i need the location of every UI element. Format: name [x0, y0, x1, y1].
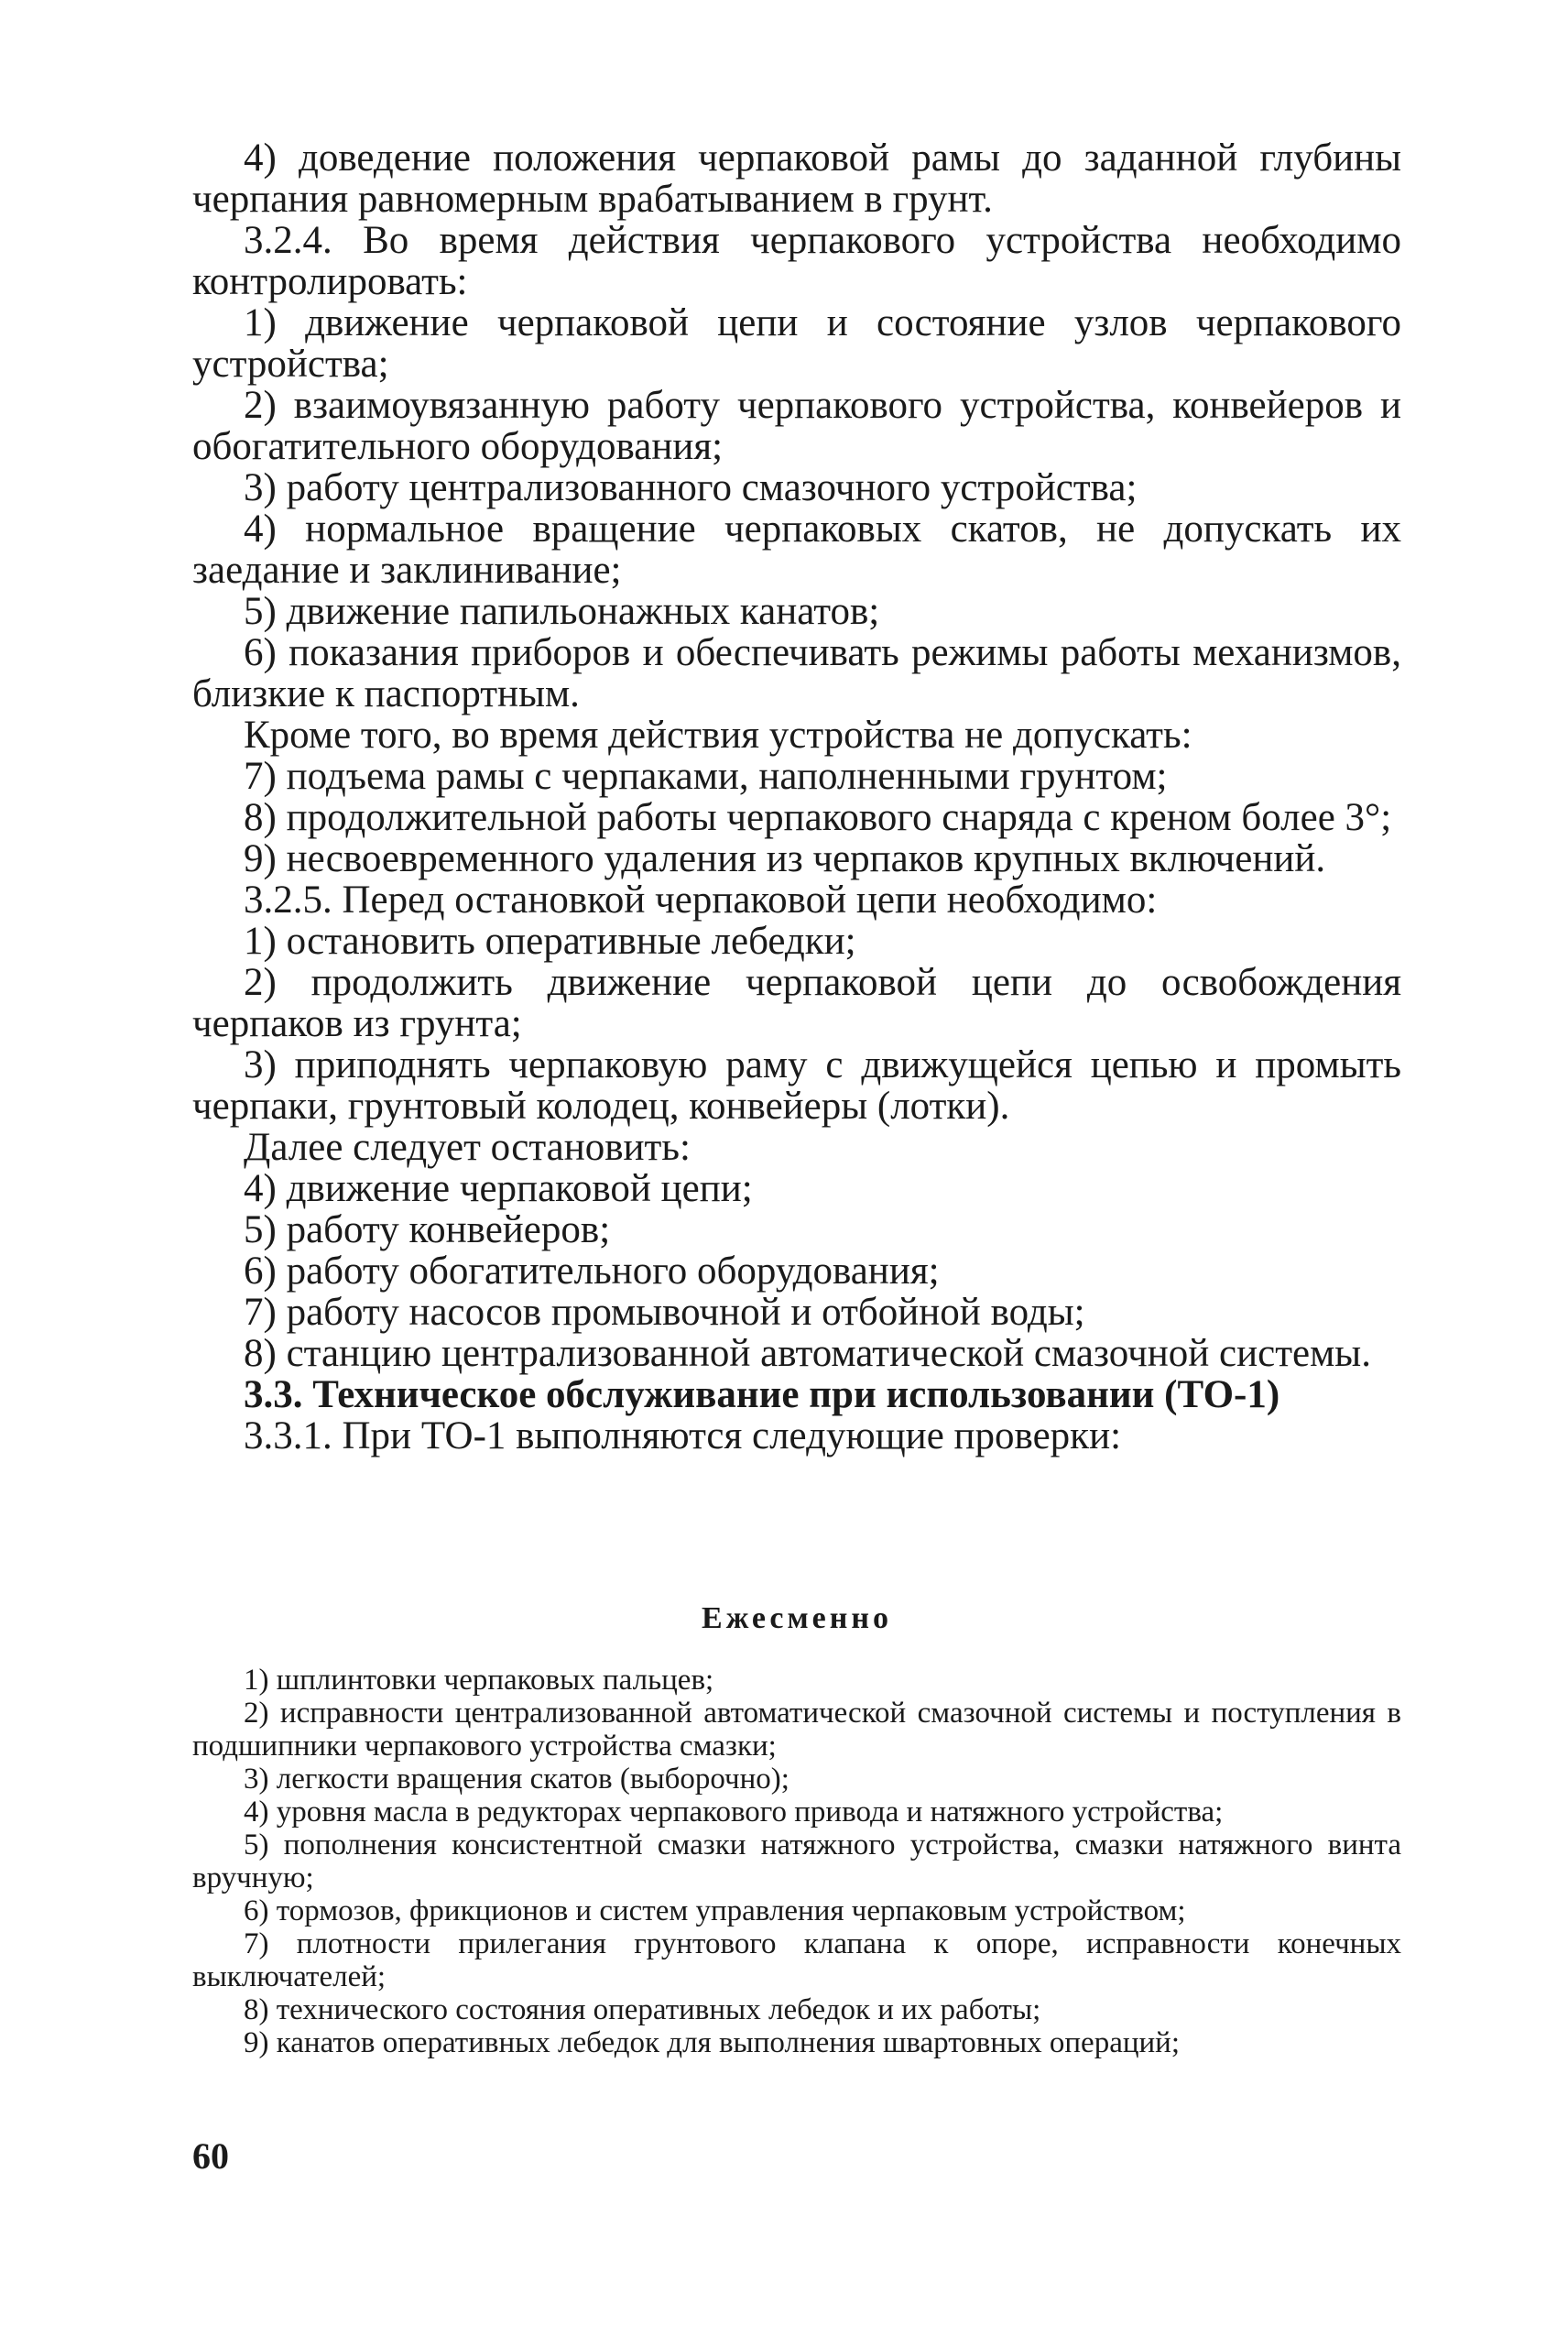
checks-block: [192, 1601, 1401, 2059]
check-item: 4) уровня масла в редукторах черпакового привода и натяжного устройства;: [244, 1796, 1224, 1828]
paragraph: 1) остановить оперативные лебедки;: [244, 920, 856, 963]
check-item: 5) пополнения консистентной смазки натяжного устройства, смазки натяжного винта вручную;: [192, 1828, 1401, 1894]
paragraph: 4) движение черпаковой цепи;: [244, 1167, 753, 1210]
paragraph: 8) станцию централизованной автоматической смазочной системы.: [244, 1332, 1371, 1375]
paragraph: 8) продолжительной работы черпакового снаряда с креном более 3°;: [244, 796, 1392, 839]
check-item: 7) плотности прилегания грунтового клапана к опоре, исправности конечных выключателей;: [192, 1927, 1401, 1993]
paragraph: 9) несвоевременного удаления из черпаков крупных включений.: [244, 837, 1326, 880]
check-item: 8) технического состояния оперативных лебедок и их работы;: [244, 1993, 1041, 2026]
paragraph: 7) подъема рамы с черпаками, наполненными грунтом;: [244, 755, 1168, 798]
paragraph: 3.2.4. Во время действия черпакового устройства необходимо контролировать:: [192, 219, 1401, 303]
paragraph: 4) доведение положения черпаковой рамы до заданной глубины черпания равномерным врабатыванием в грунт.: [192, 136, 1401, 221]
paragraph: 3) работу централизованного смазочного устройства;: [244, 466, 1138, 509]
main-text: [192, 137, 1401, 1457]
section-intro: 3.3.1. При ТО-1 выполняются следующие проверки:: [244, 1414, 1122, 1457]
check-item: 6) тормозов, фрикционов и систем управления черпаковым устройством;: [244, 1894, 1186, 1927]
paragraph: 2) продолжить движение черпаковой цепи до освобождения черпаков из грунта;: [192, 961, 1401, 1045]
check-item: 2) исправности централизованной автоматической смазочной системы и поступления в подшипники черпакового устройства смазки;: [192, 1697, 1401, 1763]
paragraph: 7) работу насосов промывочной и отбойной воды;: [244, 1291, 1085, 1334]
paragraph: 6) работу обогатительного оборудования;: [244, 1250, 940, 1293]
paragraph: Далее следует остановить:: [244, 1126, 691, 1169]
paragraph: 3) приподнять черпаковую раму с движущейся цепью и промыть черпаки, грунтовый колодец, конвейеры (лотки).: [192, 1043, 1401, 1128]
paragraph: 2) взаимоувязанную работу черпакового устройства, конвейеров и обогатительного оборудования;: [192, 384, 1401, 468]
paragraph: 1) движение черпаковой цепи и состояние узлов черпакового устройства;: [192, 301, 1401, 386]
check-item: 9) канатов оперативных лебедок для выполнения швартовных операций;: [244, 2026, 1181, 2059]
check-item: 3) легкости вращения скатов (выборочно);: [244, 1763, 789, 1796]
paragraph: 6) показания приборов и обеспечивать режимы работы механизмов, близкие к паспортным.: [192, 631, 1401, 715]
paragraph: 5) движение папильонажных канатов;: [244, 590, 880, 633]
paragraph: 5) работу конвейеров;: [244, 1208, 611, 1251]
check-item: 1) шплинтовки черпаковых пальцев;: [244, 1664, 714, 1697]
paragraph: Кроме того, во время действия устройства не допускать:: [244, 714, 1192, 757]
paragraph: 4) нормальное вращение черпаковых скатов, не допускать их заедание и заклинивание;: [192, 508, 1401, 592]
page-number: 60: [192, 2135, 229, 2177]
section-heading: 3.3. Техническое обслуживание при использовании (ТО-1): [244, 1373, 1280, 1416]
subheading: Ежесменно: [702, 1601, 892, 1635]
paragraph: 3.2.5. Перед остановкой черпаковой цепи необходимо:: [244, 879, 1158, 922]
